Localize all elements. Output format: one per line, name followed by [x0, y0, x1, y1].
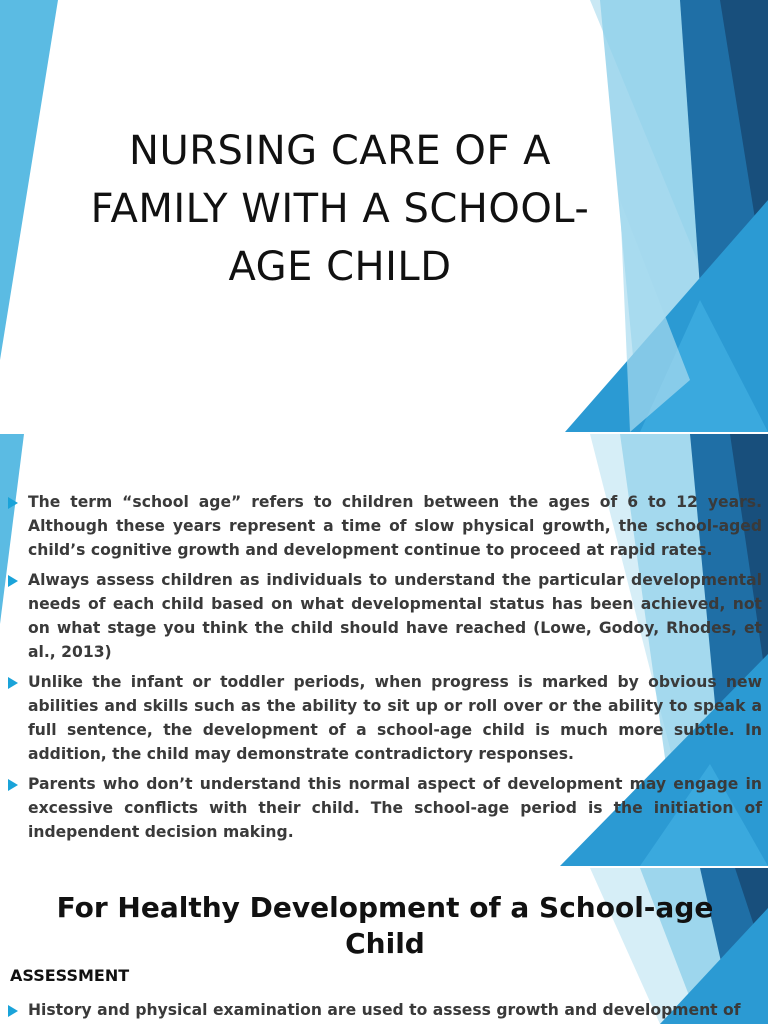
bullet-1: The term “school age” refers to children between the ages of 6 to 12 years. Although these years represent a time of slow physical growth, the school-aged child’s cognitive growth and development continue to proceed at rapid rates. — [8, 490, 762, 562]
bullet-arrow-icon — [8, 779, 18, 791]
bullet-arrow-icon — [8, 1005, 18, 1017]
bullet-4: Parents who don’t understand this normal aspect of development may engage in excessive conflicts with their child. The school-age period is the initiation of independent decision making. — [8, 772, 762, 844]
bullet-2: Always assess children as individuals to understand the particular developmental needs of each child based on what developmental status has been achieved, not on what stage you think the child should have reached (Lowe, Godoy, Rhodes, et al., 2013) — [8, 568, 762, 664]
assessment-label: ASSESSMENT — [10, 966, 130, 985]
bullet-arrow-icon — [8, 497, 18, 509]
bullet-3: Unlike the infant or toddler periods, when progress is marked by obvious new abilities and skills such as the ability to sit up or roll over or the ability to speak a full sentence, the development of a school-age child is much more subtle. In addition, the child may demonstrate contradictory responses. — [8, 670, 762, 766]
slide-3-title: For Healthy Development of a School-age Child — [56, 891, 714, 960]
slide-1 — [0, 0, 768, 432]
slide-1-title: NURSING CARE OF A FAMILY WITH A SCHOOL-AGE CHILD — [90, 128, 590, 290]
bullet-arrow-icon — [8, 575, 18, 587]
slide-2-bullets — [8, 490, 762, 850]
bullet-assessment-1: History and physical examination are used to assess growth and development of — [8, 998, 762, 1022]
slide-2 — [0, 434, 768, 866]
bullet-arrow-icon — [8, 677, 18, 689]
